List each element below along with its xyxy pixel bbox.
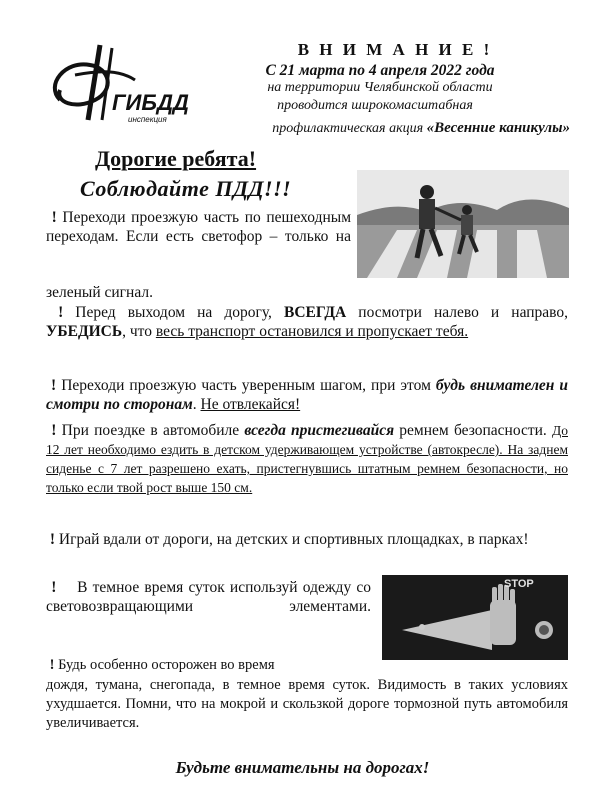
p4-c: ремнем безопасности. bbox=[394, 422, 553, 439]
p4-child-seat: До 12 лет необходимо ездить в детском удерживающем устройстве (автокресле). На заднем сиденье с 7 лет разрешено ехать, пристегнувшись штатным ремнем безопасности, но только если твой рост выше 150 см. bbox=[46, 423, 568, 495]
exclamation-mark: ! bbox=[51, 377, 57, 394]
rule-confident-step bbox=[46, 376, 568, 414]
p2-c: посмотри налево и направо, bbox=[346, 304, 569, 321]
greeting-title: Дорогие ребята! bbox=[95, 146, 257, 171]
rule-weather-start bbox=[46, 656, 376, 675]
logo-text: ГИБДД bbox=[112, 90, 189, 115]
exclamation-mark: ! bbox=[51, 209, 57, 226]
rule-weather-text: дождя, тумана, снегопада, в темное время суток. Видимость в таких условиях ухудшается. Помни, что на мокрой и скользкой дороге тормозной путь автомобиля увеличивается. bbox=[46, 677, 568, 731]
rule-play-away bbox=[46, 530, 568, 549]
p2-transport-stopped: весь транспорт остановился и пропускает тебя. bbox=[155, 323, 469, 340]
p3-c: . bbox=[192, 396, 201, 413]
rule-look-around bbox=[46, 303, 568, 341]
stop-label: STOP bbox=[504, 578, 534, 590]
p4-always-buckle: всегда пристегивайся bbox=[244, 422, 395, 439]
footer-slogan: Будьте внимательны на дорогах! bbox=[175, 758, 430, 777]
stop-hand-reflector-icon bbox=[382, 575, 568, 660]
rule-crosswalk-text: Переходи проезжую часть по пешеходным переходам. Если есть светофор – только на bbox=[46, 209, 351, 245]
rule-reflective-clothing bbox=[46, 578, 371, 616]
exclamation-mark: ! bbox=[58, 304, 64, 321]
rule-title: Соблюдайте ПДД!!! bbox=[80, 176, 292, 201]
region-line: на территории Челябинской области bbox=[267, 80, 493, 95]
gibdd-logo-icon bbox=[40, 40, 190, 125]
p2-a: Перед выходом на дорогу, bbox=[75, 304, 284, 321]
stop-hand-image bbox=[382, 575, 568, 660]
conducted-line: проводится широкомасштабная bbox=[277, 98, 473, 113]
action-name: «Весенние каникулы» bbox=[426, 120, 570, 136]
exclamation-mark: ! bbox=[49, 657, 55, 673]
logo-subtext: инспекция bbox=[128, 115, 167, 124]
p2-make-sure: УБЕДИСЬ bbox=[46, 323, 123, 340]
action-line bbox=[180, 120, 570, 137]
attention-heading: В Н И М А Н И Е ! bbox=[297, 40, 493, 59]
p3-be-attentive: будь внимателен и смотри по сторонам bbox=[46, 377, 569, 413]
exclamation-mark: ! bbox=[49, 531, 56, 548]
gibdd-logo bbox=[40, 40, 190, 125]
p7-a: Будь особенно осторожен во время bbox=[58, 657, 275, 673]
action-prefix: профилактическая акция bbox=[272, 121, 427, 136]
rule-crosswalk bbox=[46, 208, 351, 246]
p4-a: При поездке в автомобиле bbox=[61, 422, 245, 439]
p3-no-distraction: Не отвлекайся! bbox=[200, 396, 301, 413]
p2-e: , что bbox=[122, 323, 156, 340]
p3-a: Переходи проезжую часть уверенным шагом, при этом bbox=[61, 377, 436, 394]
pedestrian-crossing-photo-icon bbox=[357, 170, 569, 278]
exclamation-mark: ! bbox=[51, 579, 57, 596]
p5-text: Играй вдали от дороги, на детских и спортивных площадках, в парках! bbox=[58, 531, 529, 548]
pedestrian-photo bbox=[357, 170, 569, 278]
dates-line: С 21 марта по 4 апреля 2022 года bbox=[265, 62, 495, 79]
rule-seatbelt bbox=[46, 421, 568, 497]
rule-crosswalk-end: зеленый сигнал. bbox=[46, 284, 153, 301]
exclamation-mark: ! bbox=[51, 422, 57, 439]
p2-always: ВСЕГДА bbox=[283, 304, 347, 321]
p6-text: В темное время суток используй одежду со световозвращающими элементами. bbox=[46, 579, 372, 615]
